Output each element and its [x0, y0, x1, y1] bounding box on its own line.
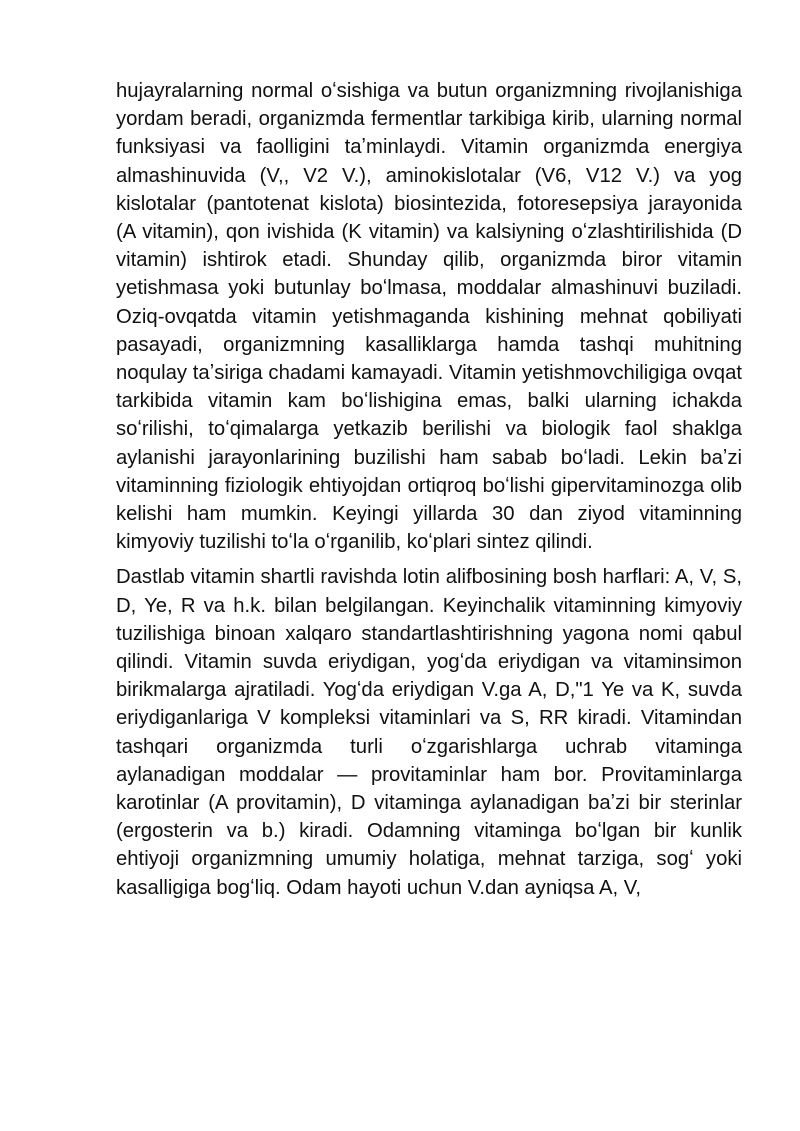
- paragraph-vitamin-classification: Dastlab vitamin shartli ravishda lotin alifbosining bosh harflari: A, V, S, D, Ye, R va h.k. bilan belgilangan. Keyinchalik vitaminning kimyoviy tuzilishiga binoan xalqaro standartlashtirishning yagona nomi qabul qilindi. Vitamin suvda eriydigan, yogʻda eriydigan va vitaminsimon birikmalarga ajratiladi. Yogʻda eriydigan V.ga A, D,"1 Ye va K, suvda eriydiganlariga V kompleksi vitaminlari va S, RR kiradi. Vitamindan tashqari organizmda turli oʻzgarishlarga uchrab vitaminga aylanadigan moddalar — provitaminlar ham bor. Provitaminlarga karotinlar (A provitamin), D vitaminga aylanadigan baʼzi bir sterinlar (ergosterin va b.) kiradi. Odamning vitaminga boʻlgan bir kunlik ehtiyoji organizmning umumiy holatiga, mehnat tarziga, sogʻ yoki kasalligiga bogʻliq. Odam hayoti uchun V.dan ayniqsa A, V,: [116, 566, 742, 899]
- document-body: [116, 77, 742, 902]
- paragraph-vitamin-functions: hujayralarning normal oʻsishiga va butun organizmning rivojlanishiga yordam beradi, organizmda fermentlar tarkibiga kirib, ularning normal funksiyasi va faolligini taʼminlaydi. Vitamin organizmda energiya almashinuvida (V,, V2 V.), aminokislotalar (V6, V12 V.) va yog kislotalar (pantotenat kislota) biosintezida, fotoresepsiya jarayonida (A vitamin), qon ivishida (K vitamin) va kalsiyning oʻzlashtirilishida (D vitamin) ishtirok etadi. Shunday qilib, organizmda biror vitamin yetishmasa yoki butunlay boʻlmasa, moddalar almashinuvi buziladi. Oziq-ovqatda vitamin yetishmaganda kishining mehnat qobiliyati pasayadi, organizmning kasalliklarga hamda tashqi muhitning noqulay taʼsiriga chadami kamayadi. Vitamin yetishmovchiligiga ovqat tarkibida vitamin kam boʻlishigina emas, balki ularning ichakda soʻrilishi, toʻqimalarga yetkazib berilishi va biologik faol shaklga aylanishi jarayonlarining buzilishi ham sabab boʻladi. Lekin baʼzi vitaminning fiziologik ehtiyojdan ortiqroq boʻlishi gipervitaminozga olib kelishi ham mumkin. Keyingi yillarda 30 dan ziyod vitaminning kimyoviy tuzilishi toʻla oʻrganilib, koʻplari sintez qilindi.: [116, 80, 742, 554]
